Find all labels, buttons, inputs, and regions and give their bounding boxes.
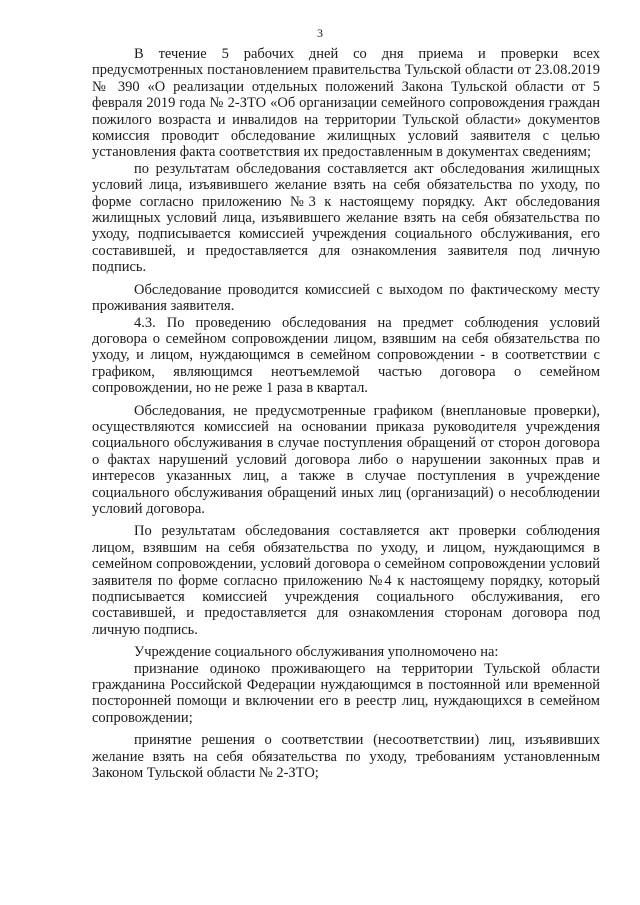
page-number: 3 [317, 26, 323, 40]
paragraph-examination-act: по результатам обследования составляется акт обследования жилищных условий лица, изъявившего желание взять на себя обязательства по уходу, по форме согласно приложению №3 к настоящему порядку. Акт обследования жилищных условий лица, изъявившего желание взять на себя обязательства по уходу, подписывается комиссией учреждения социального обслуживания, его составившей, и предоставляется для ознакомления заявителя под личную подпись. [92, 160, 600, 276]
paragraph-authority-recognition: признание одиноко проживающего на территории Тульской области гражданина Российской Федерации нуждающимся в постоянной или временной посторонней помощи и включении его в реестр лиц, нуждающихся в семейном сопровождении; [92, 660, 600, 726]
paragraph-unscheduled-inspections: Обследования, не предусмотренные графиком (внеплановые проверки), осуществляются комиссией на основании приказа руководителя учреждения социального обслуживания в случае поступления обращений от сторон договора о фактах нарушений условий договора либо о нарушении законных прав и интересов указанных лиц, а также в случае поступления в учреждение социального обслуживания обращений иных лиц (организаций) о несоблюдении условий договора. [92, 402, 600, 517]
paragraph-authority-decision: принятие решения о соответствии (несоответствии) лиц, изъявивших желание взять на себя обязательства по уходу, требованиям установленным Законом Тульской области № 2-ЗТО; [92, 732, 600, 782]
paragraph-inspection-act: По результатам обследования составляется акт проверки соблюдения лицом, взявшим на себя обязательства по уходу, и лицом, нуждающимся в семейном сопровождении, условий договора о семейном сопровождении условий заявителя по форме согласно приложению №4 к настоящему порядку, который подписывается комиссией учреждения социального обслуживания, его составившей, и предоставляется для ознакомления сторонам договора под личную подпись. [92, 523, 600, 638]
document-body [92, 46, 600, 781]
paragraph-authority-intro: Учреждение социального обслуживания уполномочено на: [134, 644, 499, 661]
paragraph-examination-deadline: В течение 5 рабочих дней со дня приема и проверки всех предусмотренных постановлением правительства Тульской области от 23.08.2019 № 390 «О реализации отдельных положений Закона Тульской области от 5 февраля 2019 года № 2-ЗТО «Об организации семейного сопровождения граждан пожилого возраста и инвалидов на территории Тульской области» документов комиссия проводит обследование жилищных условий заявителя с целью установления факта соответствия их предоставленным в документах сведениям; [92, 46, 600, 161]
paragraph-examination-visit: Обследование проводится комиссией с выходом по фактическому месту проживания заявителя. [92, 281, 600, 315]
paragraph-section-4-3: 4.3. По проведению обследования на предмет соблюдения условий договора о семейном сопровождении лицом, взявшим на себя обязательства по уходу, и лицом, нуждающимся в семейном сопровождении - в соответствии с графиком, являющимся неотъемлемой частью договора о семейном сопровождении, но не реже 1 раза в квартал. [92, 314, 600, 397]
